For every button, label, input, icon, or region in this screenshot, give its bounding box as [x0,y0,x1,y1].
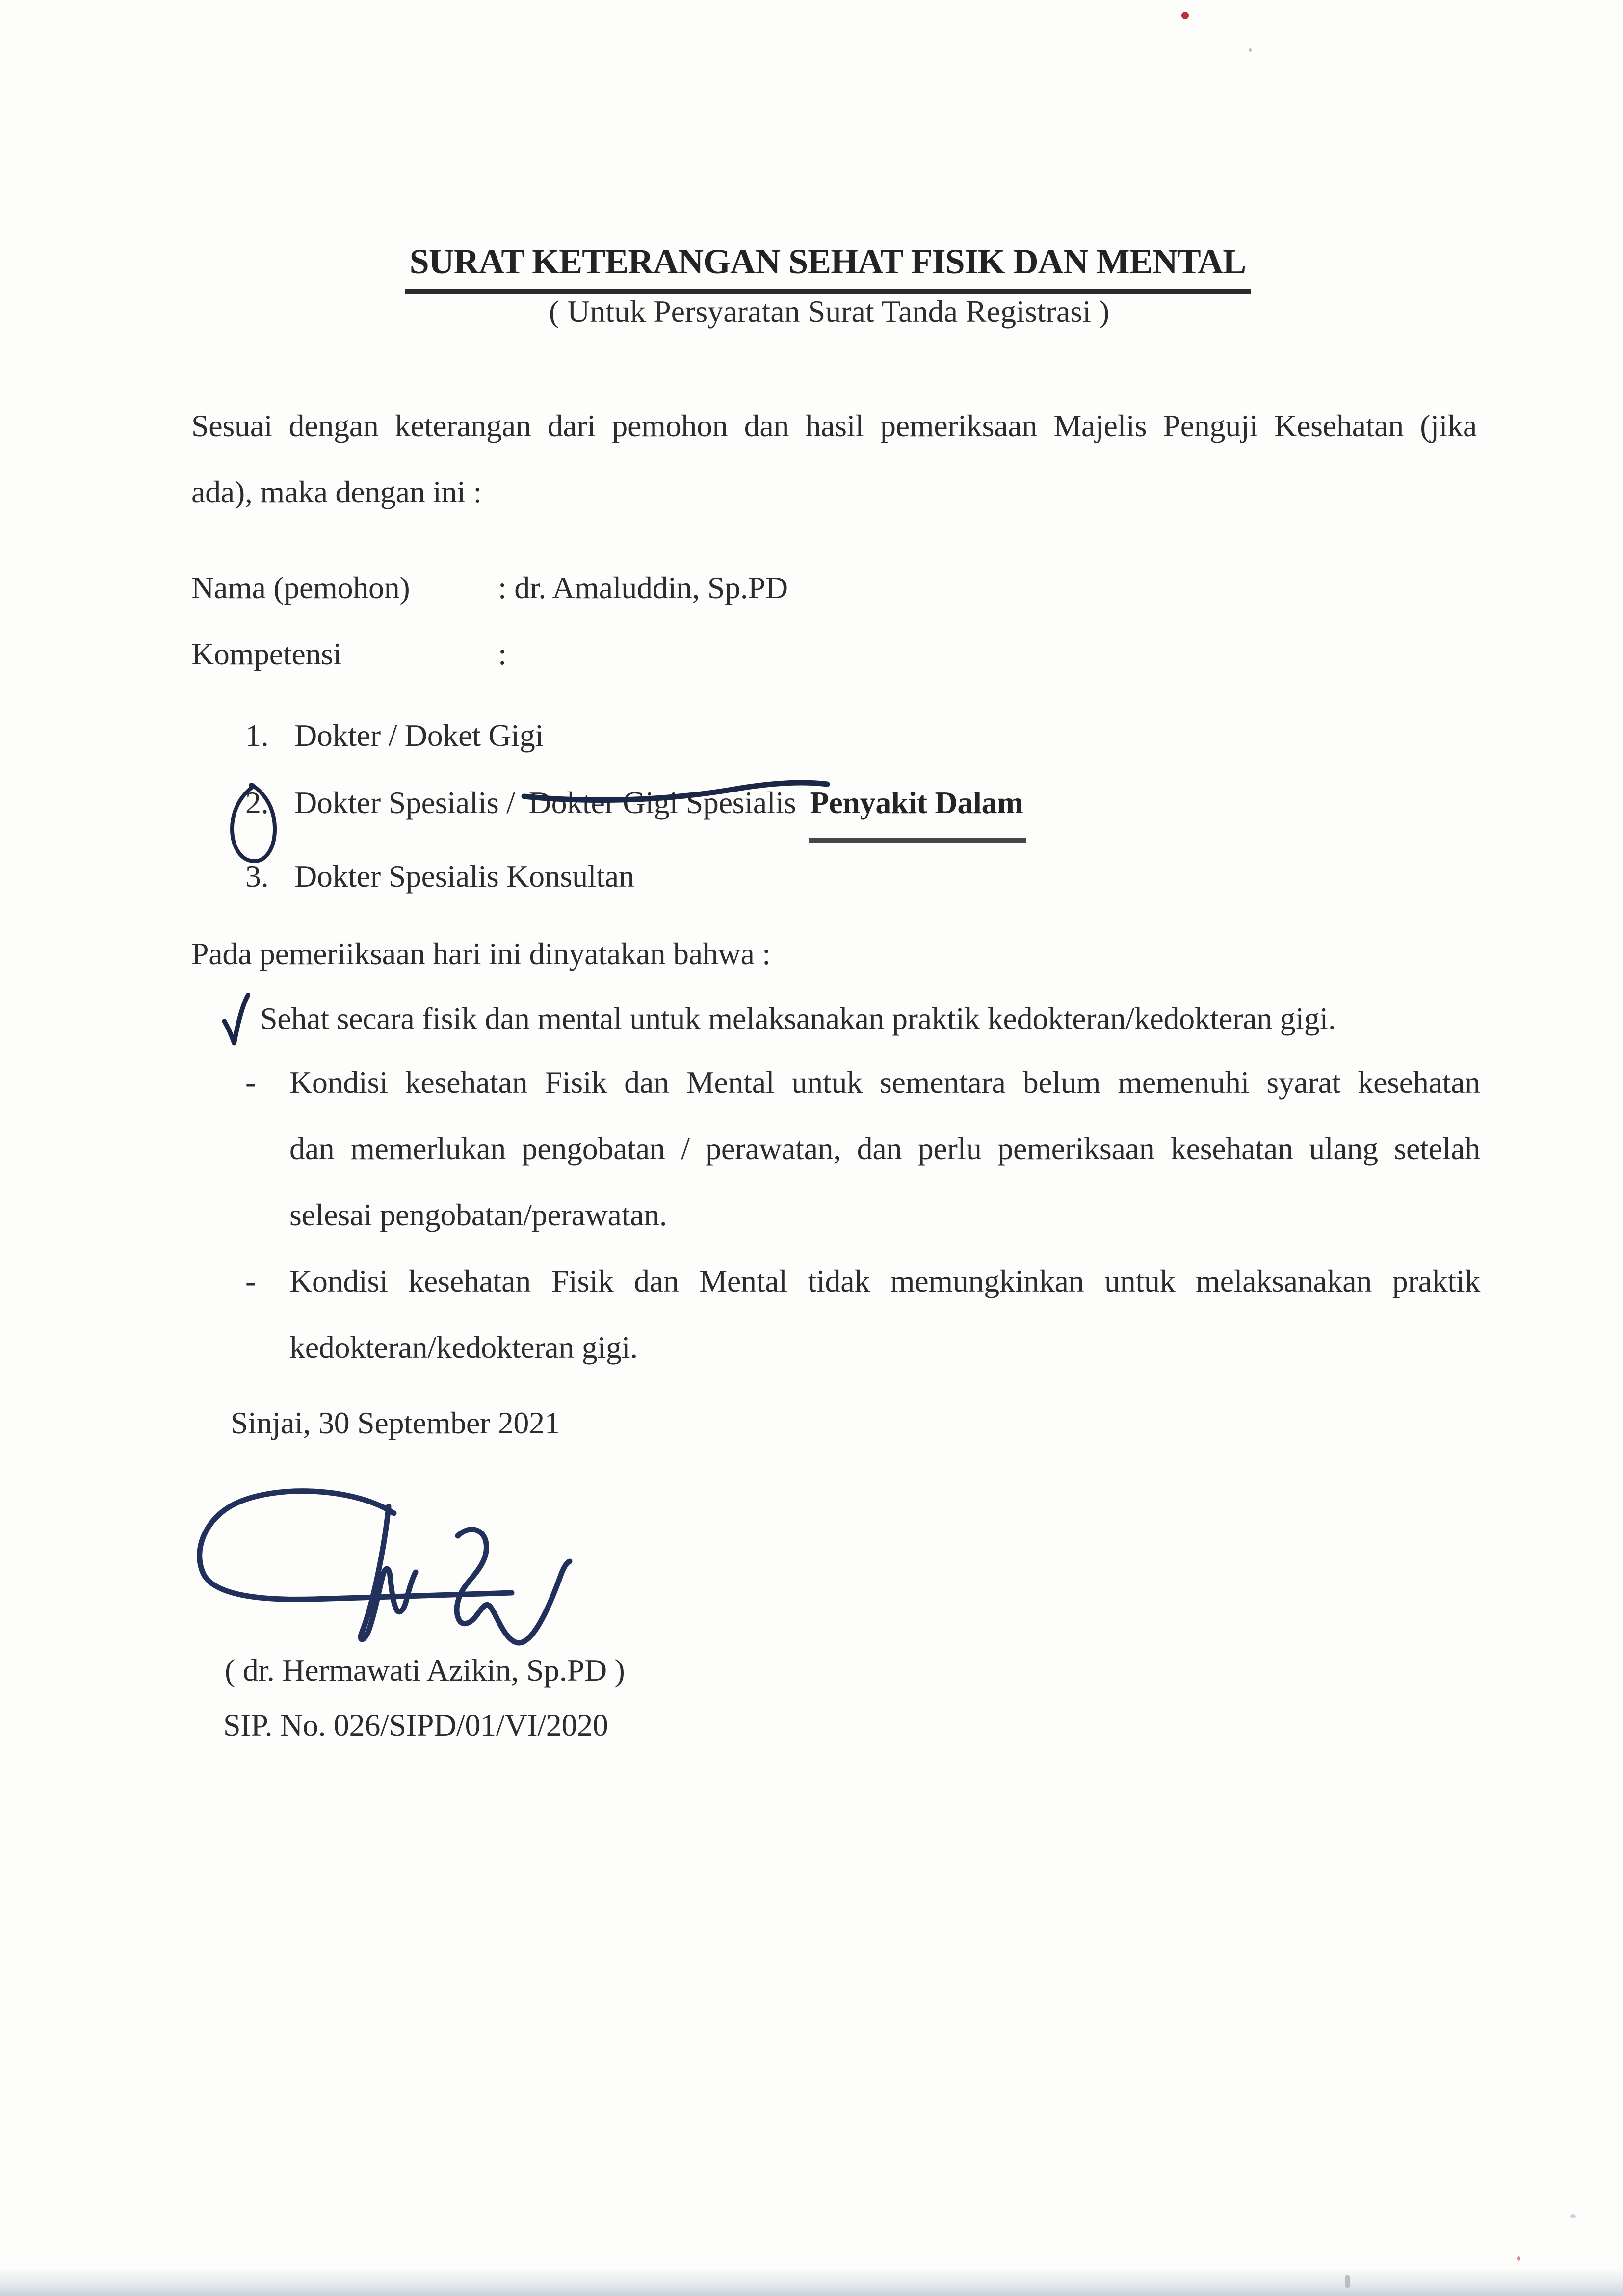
statement-line: Kondisi kesehatan Fisik dan Mental tidak memungkinkan untuk melaksanakan praktik [289,1264,1480,1298]
scan-artifact-red-dot [1181,12,1189,19]
list-item [245,769,1496,843]
list-number: 3. [245,859,269,894]
competence-options-list [245,702,1496,910]
statement-line: selesai pengobatan/perawatan. [289,1197,667,1232]
statement-line: Kondisi kesehatan Fisik dan Mental untuk sementara belum memenuhi syarat kesehatan [289,1065,1480,1100]
list-item [245,702,1496,769]
competence-row [191,621,1477,687]
scan-artifact-speck [1570,2214,1576,2218]
option-text: Dokter Spesialis Konsultan [294,859,634,894]
checked-statement-text: Sehat secara fisik dan mental untuk melaksanakan praktik kedokteran/kedokteran gigi. [260,1001,1336,1036]
place-date: Sinjai, 30 September 2021 [231,1405,560,1440]
option-text-prefix: Dokter Spesialis / [294,785,515,820]
signer-name: ( dr. Hermawati Azikin, Sp.PD ) [225,1653,625,1688]
list-number: 2. [245,785,269,820]
applicant-name-label: Nama (pemohon) [191,570,410,605]
statement-heading: Pada pemeriiksaan hari ini dinyatakan bahwa : [191,936,771,971]
intro-line: ada), maka dengan ini : [191,475,482,509]
checked-statement-row [191,985,1477,1052]
dash-marker: - [245,1065,256,1100]
handwritten-checkmark-icon [222,993,250,1049]
document-title: SURAT KETERANGAN SEHAT FISIK DAN MENTAL [405,241,1251,294]
sip-number: SIP. No. 026/SIPD/01/VI/2020 [223,1708,608,1742]
intro-line: Sesuai dengan keterangan dari pemohon dan hasil pemeriksaan Majelis Penguji Kesehatan (jika [191,408,1477,443]
applicant-name-value: dr. Amaluddin, Sp.PD [514,570,788,605]
statement-option-row [245,1248,1482,1380]
statement-option-row [245,1049,1482,1248]
list-item [245,843,1496,910]
colon: : [498,636,507,671]
statement-line: kedokteran/kedokteran gigi. [289,1330,638,1365]
scan-edge-shadow [0,2268,1623,2296]
option-text: Dokter / Doket Gigi [294,718,544,753]
statement-option-text [289,1049,1480,1248]
applicant-name-row [191,554,1477,621]
scan-artifact-speck [1517,2256,1520,2261]
document-subtitle: ( Untuk Persyaratan Surat Tanda Registrasi ) [549,294,1110,329]
specialty-value: Penyakit Dalam [809,769,1026,843]
list-number: 1. [245,718,269,753]
statement-option-text [289,1248,1480,1380]
struck-text: Dokter Gigi Spesialis [528,785,796,820]
signature [189,1478,606,1650]
intro-paragraph [191,393,1477,525]
colon: : [498,570,507,605]
scan-artifact-speck [1249,48,1252,52]
dash-marker: - [245,1264,256,1298]
statement-line: dan memerlukan pengobatan / perawatan, dan perlu pemeriksaan kesehatan ulang setelah [289,1131,1480,1166]
competence-label: Kompetensi [191,636,342,671]
struck-option-text [529,769,796,836]
